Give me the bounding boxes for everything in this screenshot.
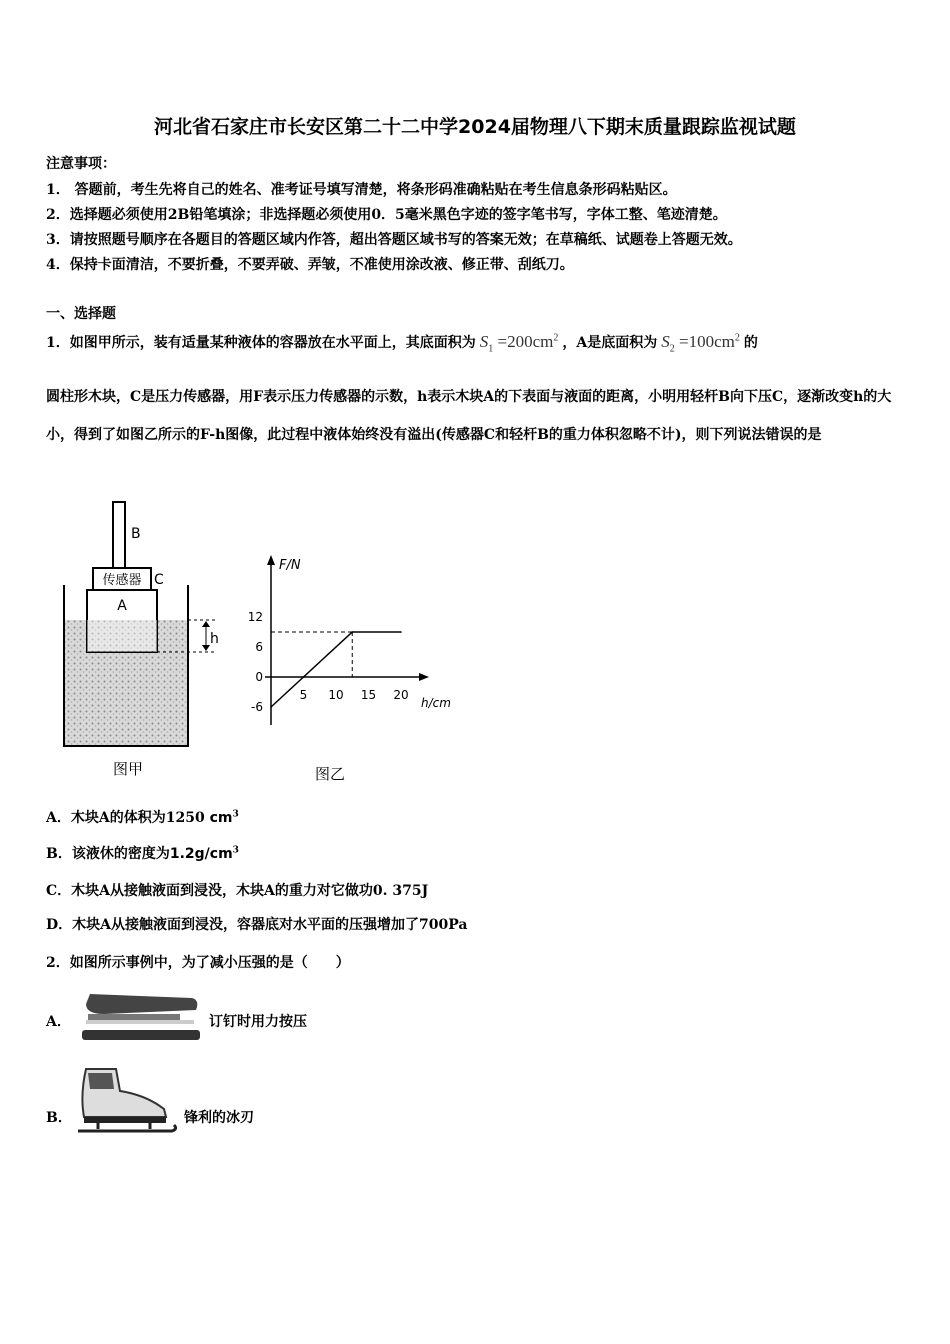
notice-item: 2．选择题必须使用2B铅笔填涂；非选择题必须使用0．5毫米黑色字迹的签字笔书写，字体工整、笔迹清楚。 bbox=[46, 207, 727, 223]
figure-yi-chart bbox=[235, 545, 465, 790]
s2-sup: 2 bbox=[734, 332, 740, 344]
s2-sub: 2 bbox=[669, 343, 675, 355]
s1-symbol: S bbox=[479, 332, 489, 351]
option-text: 木块A从接触液面到浸没，容器底对水平面的压强增加了700Pa bbox=[72, 917, 468, 933]
option-unit: cm bbox=[209, 810, 233, 826]
figure-jia-caption: 图甲 bbox=[112, 760, 144, 778]
s1-value: =200cm bbox=[497, 332, 554, 351]
q1-option-b[interactable] bbox=[46, 843, 239, 863]
q1-text-part3: 的 bbox=[743, 335, 758, 351]
question-1-body: 圆柱形木块，C是压力传感器，用F表示压力传感器的示数，h表示木块A的下表面与液面的距离，小明用轻杆B向下压C，逐渐改变h的大小，得到了如图乙所示的F-h图像，此过程中液体始终没有溢出(传感器C和轻杆B的重力体积忽略不计)，则下列说法错误的是 bbox=[46, 389, 892, 443]
option-text: 木块A的体积为1250 bbox=[70, 810, 210, 826]
ice-skate-icon bbox=[76, 1065, 181, 1140]
option-sup: 3 bbox=[232, 845, 239, 856]
y-tick-label: 12 bbox=[247, 610, 263, 624]
notice-item: 3．请按照题号顺序在各题目的答题区域内作答，超出答题区域书写的答案无效；在草稿纸、试题卷上答题无效。 bbox=[46, 232, 742, 248]
label-c: C bbox=[154, 572, 164, 588]
x-tick-label: 5 bbox=[299, 688, 308, 702]
x-tick-label: 20 bbox=[393, 688, 409, 702]
q2-option-b-label[interactable]: B． bbox=[46, 1110, 72, 1126]
q1-text-part2: ，A是底面积为 bbox=[562, 335, 658, 351]
label-b: B bbox=[131, 526, 141, 542]
series-point bbox=[400, 631, 402, 633]
option-sup: 3 bbox=[232, 809, 239, 820]
x-tick-label: 10 bbox=[328, 688, 344, 702]
page-title: 河北省石家庄市长安区第二十二中学2024届物理八下期末质量跟踪监视试题 bbox=[154, 116, 796, 138]
stapler-icon bbox=[76, 990, 206, 1045]
option-label: A． bbox=[46, 810, 71, 826]
s1-sub: 1 bbox=[488, 343, 494, 355]
option-label: B． bbox=[46, 846, 72, 862]
question-2-stem: 2．如图所示事例中，为了减小压强的是（ ） bbox=[46, 955, 350, 971]
q1-option-c[interactable] bbox=[46, 880, 428, 900]
series-point bbox=[351, 631, 353, 633]
s1-formula bbox=[480, 332, 559, 354]
figure-jia bbox=[55, 500, 230, 790]
option-label: D． bbox=[46, 917, 73, 933]
option-unit: 1.2g/cm bbox=[169, 846, 233, 862]
notice-item: 1． 答题前，考生先将自己的姓名、准考证号填写清楚，将条形码准确粘贴在考生信息条形码粘贴区。 bbox=[46, 182, 677, 198]
notice-heading: 注意事项： bbox=[46, 156, 116, 172]
s1-sup: 2 bbox=[553, 332, 559, 344]
q1-option-d[interactable] bbox=[46, 914, 467, 934]
x-tick-label: 15 bbox=[360, 688, 377, 702]
series-point bbox=[270, 706, 272, 708]
y-tick-label: -6 bbox=[251, 700, 263, 714]
option-label: C． bbox=[46, 883, 72, 899]
notice-item: 4．保持卡面清洁，不要折叠，不要弄破、弄皱，不准使用涂改液、修正带、刮纸刀。 bbox=[46, 257, 574, 273]
s2-symbol: S bbox=[661, 332, 670, 351]
q2-option-a-text: 订钉时用力按压 bbox=[209, 1014, 307, 1030]
block-a-label: A bbox=[117, 598, 127, 614]
option-text: 该液休的密度为 bbox=[71, 846, 170, 862]
figure-yi-caption: 图乙 bbox=[314, 765, 346, 783]
q1-text-part1: 1．如图甲所示，装有适量某种液体的容器放在水平面上，其底面积为 bbox=[46, 335, 476, 351]
q2-option-b-text: 锋利的冰刃 bbox=[184, 1110, 254, 1126]
option-text: 木块A从接触液面到浸没，木块A的重力对它做功0. 375J bbox=[71, 883, 429, 899]
y-axis-label: F/N bbox=[279, 558, 301, 573]
rod-b bbox=[113, 502, 125, 568]
y-tick-label: 0 bbox=[255, 670, 263, 684]
s2-value: =100cm bbox=[678, 332, 735, 351]
label-h: h bbox=[210, 631, 219, 647]
x-axis-label: h/cm bbox=[421, 696, 451, 710]
sensor-label: 传感器 bbox=[102, 573, 142, 588]
q1-option-a[interactable] bbox=[46, 807, 239, 827]
q2-option-a-label[interactable]: A． bbox=[46, 1014, 71, 1030]
question-1-line1 bbox=[46, 332, 758, 354]
y-tick-label: 6 bbox=[255, 640, 263, 654]
s2-formula bbox=[661, 332, 740, 354]
section-heading: 一、选择题 bbox=[46, 306, 116, 322]
